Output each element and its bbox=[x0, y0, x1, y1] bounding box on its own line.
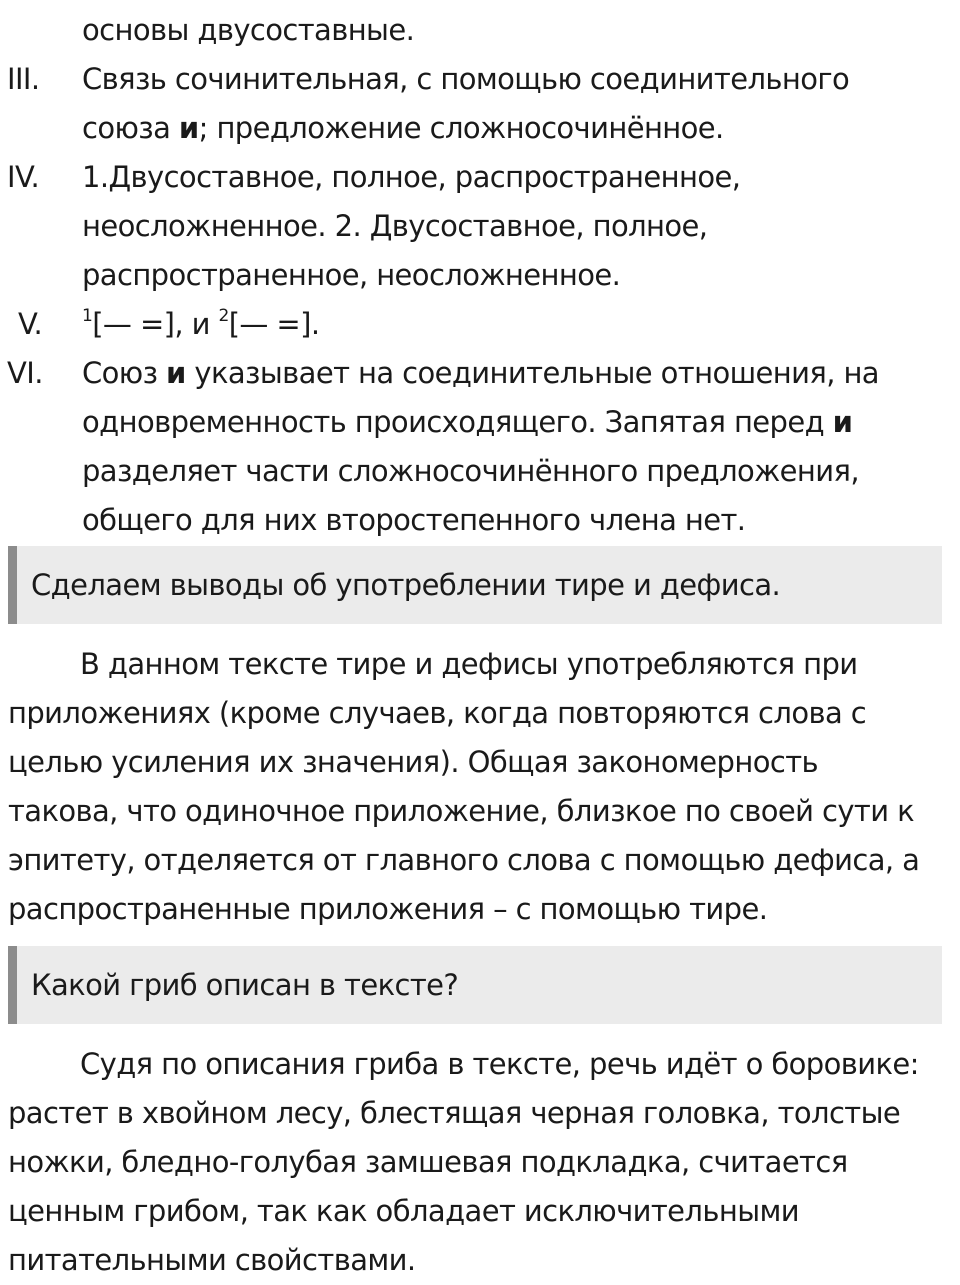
paragraph-line: ценным грибом, так как обладает исключительными bbox=[8, 1194, 800, 1228]
answer-list bbox=[0, 6, 960, 545]
sentence-scheme: $^1$[— =], и $^2$[— =]. bbox=[82, 306, 320, 341]
bold-conjunction: и bbox=[178, 111, 199, 145]
list-item-line: общего для них второстепенного члена нет. bbox=[82, 503, 746, 537]
list-numeral: IV. bbox=[7, 160, 40, 194]
section-paragraph-dash-hyphen bbox=[8, 640, 960, 934]
list-item-line: одновременность происходящего. Запятая перед и bbox=[82, 405, 853, 439]
list-numeral: III. bbox=[7, 62, 40, 96]
list-item-line: распространенное, неосложненное. bbox=[82, 258, 621, 292]
paragraph-line: эпитету, отделяется от главного слова с помощью дефиса, а bbox=[8, 843, 920, 877]
list-item-4 bbox=[0, 153, 960, 300]
bold-conjunction: и bbox=[832, 405, 853, 439]
superscript-2: 2 bbox=[218, 306, 229, 327]
list-item-line: Связь сочинительная, с помощью соединительного bbox=[82, 62, 850, 96]
list-item-continuation bbox=[0, 6, 960, 55]
list-item-5 bbox=[0, 300, 960, 349]
list-item-line: разделяет части сложносочинённого предложения, bbox=[82, 454, 859, 488]
list-item-line: основы двусоставные. bbox=[82, 13, 415, 47]
paragraph-line: растет в хвойном лесу, блестящая черная головка, толстые bbox=[8, 1096, 901, 1130]
list-item-3 bbox=[0, 55, 960, 153]
list-item-line: союза и; предложение сложносочинённое. bbox=[82, 111, 724, 145]
section-heading-mushroom: Какой гриб описан в тексте? bbox=[8, 946, 942, 1024]
paragraph-line: Судя по описания гриба в тексте, речь идёт о боровике: bbox=[80, 1047, 919, 1081]
paragraph-line: питательными свойствами. bbox=[8, 1243, 416, 1277]
paragraph-line: ножки, бледно-голубая замшевая подкладка, считается bbox=[8, 1145, 848, 1179]
superscript-1: 1 bbox=[82, 306, 93, 327]
list-item-line: неосложненное. 2. Двусоставное, полное, bbox=[82, 209, 708, 243]
list-item-line: 1.Двусоставное, полное, распространенное, bbox=[82, 160, 741, 194]
list-item-6 bbox=[0, 349, 960, 545]
paragraph-line: В данном тексте тире и дефисы употребляются при bbox=[80, 647, 858, 681]
section-paragraph-mushroom bbox=[8, 1040, 960, 1285]
bold-conjunction: и bbox=[166, 356, 186, 390]
list-item-line: Союз и указывает на соединительные отношения, на bbox=[82, 356, 879, 390]
paragraph-line: приложениях (кроме случаев, когда повторяются слова с bbox=[8, 696, 867, 730]
list-numeral: V. bbox=[18, 307, 43, 341]
section-heading-dash-hyphen: Сделаем выводы об употреблении тире и дефиса. bbox=[8, 546, 942, 624]
paragraph-line: такова, что одиночное приложение, близкое по своей сути к bbox=[8, 794, 914, 828]
paragraph-line: целью усиления их значения). Общая закономерность bbox=[8, 745, 818, 779]
paragraph-line: распространенные приложения – с помощью тире. bbox=[8, 892, 768, 926]
list-numeral: VI. bbox=[7, 356, 43, 390]
